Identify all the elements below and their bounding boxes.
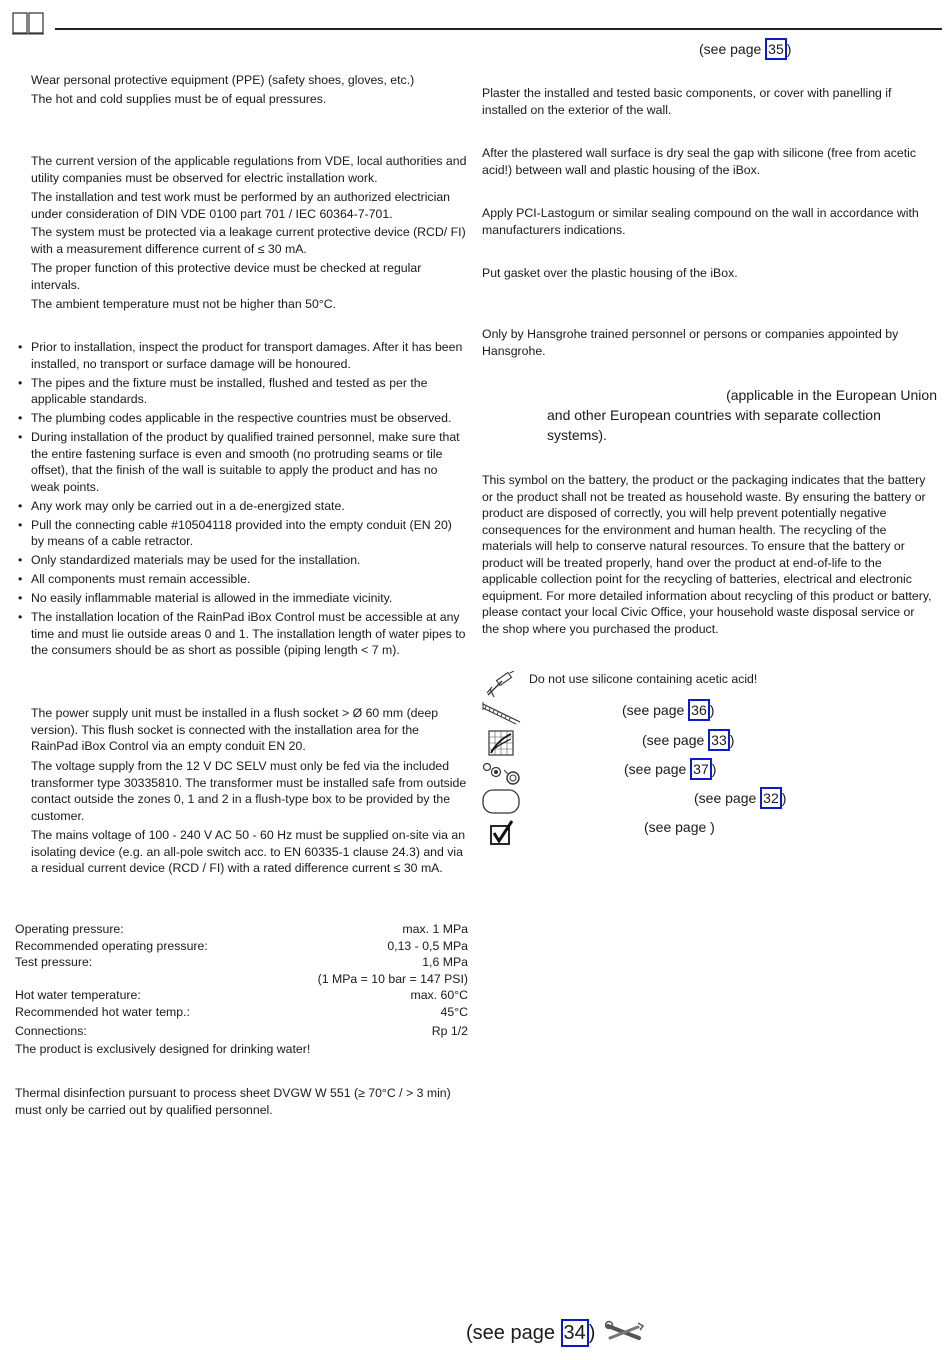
technical-data-table xyxy=(15,921,468,1039)
safety-text-1: Wear personal protective equipment (PPE) (safety shoes, gloves, etc.) xyxy=(31,73,415,87)
drinking-water-note: The product is exclusively designed for drinking water! xyxy=(15,1042,311,1056)
page-link[interactable]: 32 xyxy=(760,787,782,809)
test-certificate-icon xyxy=(490,820,516,846)
power-text-3: The mains voltage of 100 - 240 V AC 50 - 60 Hz must be supplied on-site via an isolating device (e.g. an all-pole switch acc. to EN 60335-1 clause 24.3) and via a residual current device (RCD / FI) with a rated difference current ≤ 30 mA. xyxy=(31,828,466,875)
list-item: • The installation location of the RainPad iBox Control must be accessible at any time and must lie outside areas 0 and 1. The installation length of water pipes to the consumers should be as short as possible (piping length < 7 m). xyxy=(15,609,468,659)
weee-heading xyxy=(547,385,937,445)
safety-text-2: The hot and cold supplies must be of equal pressures. xyxy=(31,92,327,106)
list-item: • The plumbing codes applicable in the respective countries must be observed. xyxy=(15,410,468,427)
plaster-text: Plaster the installed and tested basic components, or cover with panelling if installed on the exterior of the wall. xyxy=(482,86,892,117)
tools-icon xyxy=(605,1320,645,1351)
list-item: • The pipes and the fixture must be installed, flushed and tested as per the applicable standards. xyxy=(15,375,468,408)
silicone-seal-text: After the plastered wall surface is dry seal the gap with silicone (free from acetic acid!) between wall and plastic housing of the iBox. xyxy=(482,146,916,177)
page-reference: (see page 35 ) xyxy=(699,38,791,60)
page-link[interactable]: 37 xyxy=(690,758,712,780)
power-text-1: The power supply unit must be installed in a flush socket > Ø 60 mm (deep version). This flush socket is connected with the installation area for the RainPad iBox Control via an empty conduit EN 20. xyxy=(31,706,439,753)
dimensions-reference: (see page 36 ) xyxy=(622,699,714,721)
list-item: • Only standardized materials may be used for the installation. xyxy=(15,552,468,569)
book-icon xyxy=(11,9,45,35)
silicone-warning: Do not use silicone containing acetic acid! xyxy=(529,672,758,686)
weee-heading-line1: (applicable in the European Union xyxy=(726,387,937,403)
weee-text: This symbol on the battery, the product or the packaging indicates that the battery or the product shall not be treated as household waste. By ensuring the battery or product are disposed of correctly, you will help prevent potentially negative consequences for the environment and human health. The recycling of the materials will help to conserve natural resources. To ensure that the battery or product will be treated properly, hand over the product at end-of-life to the applicable collection point for the recycling of batteries, electrical and electronic equipment. For more detailed information about recycling of this product or battery, please contact your local Civic Office, your household waste disposal service or the shop where you purchased the product. xyxy=(482,473,932,636)
service-text: Only by Hansgrohe trained personnel or persons or companies appointed by Hansgrohe. xyxy=(482,327,899,358)
list-item: • Pull the connecting cable #10504118 provided into the empty conduit (EN 20) by means of a cable retractor. xyxy=(15,517,468,550)
table-row: Hot water temperature: max. 60°C xyxy=(15,988,468,1003)
power-text-2: The voltage supply from the 12 V DC SELV must only be fed via the included transformer type 30335810. The transformer must be installed safe from outside contact outside the zones 0, 1 and 2 in a flush-type box to be provided by the customer. xyxy=(31,759,467,823)
disinfection-note: Thermal disinfection pursuant to process sheet DVGW W 551 (≥ 70°C / > 3 min) must only be carried out by qualified personnel. xyxy=(15,1086,451,1117)
page-link[interactable]: 35 xyxy=(765,38,787,60)
list-item: • Any work may only be carried out in a de-energized state. xyxy=(15,498,468,515)
table-row: (1 MPa = 10 bar = 147 PSI) xyxy=(317,971,468,986)
installation-list xyxy=(15,339,468,661)
gasket-text: Put gasket over the plastic housing of the iBox. xyxy=(482,266,738,280)
dimensions-icon xyxy=(482,700,522,726)
footer-page-reference: (see page 34 ) xyxy=(466,1319,595,1347)
spare-parts-reference: (see page 37 ) xyxy=(624,758,716,780)
page-link[interactable]: 34 xyxy=(561,1319,589,1347)
cleaning-icon xyxy=(482,789,522,815)
page-link[interactable]: 33 xyxy=(708,729,730,751)
weee-heading-rest: and other European countries with separate collection systems). xyxy=(547,407,881,443)
electrical-text-2: The installation and test work must be performed by an authorized electrician under consideration of DIN VDE 0100 part 701 / IEC 60364-7-701. xyxy=(31,190,450,221)
list-item: • All components must remain accessible. xyxy=(15,571,468,588)
electrical-text-3: The system must be protected via a leakage current protective device (RCD/ FI) with a measurement difference current of ≤ 30 mA. xyxy=(31,225,466,256)
silicone-gun-icon xyxy=(482,671,516,699)
list-item: • No easily inflammable material is allowed in the immediate vicinity. xyxy=(15,590,468,607)
spare-parts-icon xyxy=(482,760,522,786)
table-row: Connections: Rp 1/2 xyxy=(15,1023,468,1038)
table-row: Recommended hot water temp.: 45°C xyxy=(15,1004,468,1019)
flow-diagram-icon xyxy=(488,730,514,756)
list-item: • Prior to installation, inspect the product for transport damages. After it has been installed, no transport or surface damage will be honoured. xyxy=(15,339,468,372)
test-certificate-reference: (see page ) xyxy=(644,819,715,835)
list-item: • During installation of the product by qualified trained personnel, make sure that the entire fastening surface is even and smooth (no protruding seams or tile offset), that the finish of the wall is suitable to apply the product and has no weak points. xyxy=(15,429,468,495)
table-row: Operating pressure: max. 1 MPa xyxy=(15,922,468,936)
cleaning-reference: (see page 32 ) xyxy=(694,787,786,809)
header-rule xyxy=(55,28,942,30)
page-link[interactable]: 36 xyxy=(688,699,710,721)
electrical-text-4: The proper function of this protective device must be checked at regular intervals. xyxy=(31,261,422,292)
table-row: Test pressure: 1,6 MPa xyxy=(15,955,468,970)
sealing-compound-text: Apply PCI-Lastogum or similar sealing compound on the wall in accordance with manufacturers indications. xyxy=(482,206,919,237)
electrical-text-1: The current version of the applicable regulations from VDE, local authorities and utility companies must be observed for electric installation work. xyxy=(31,154,467,185)
electrical-text-5: The ambient temperature must not be higher than 50°C. xyxy=(31,297,336,311)
flow-diagram-reference: (see page 33 ) xyxy=(642,729,734,751)
table-row: Recommended operating pressure: 0,13 - 0,5 MPa xyxy=(15,938,468,953)
